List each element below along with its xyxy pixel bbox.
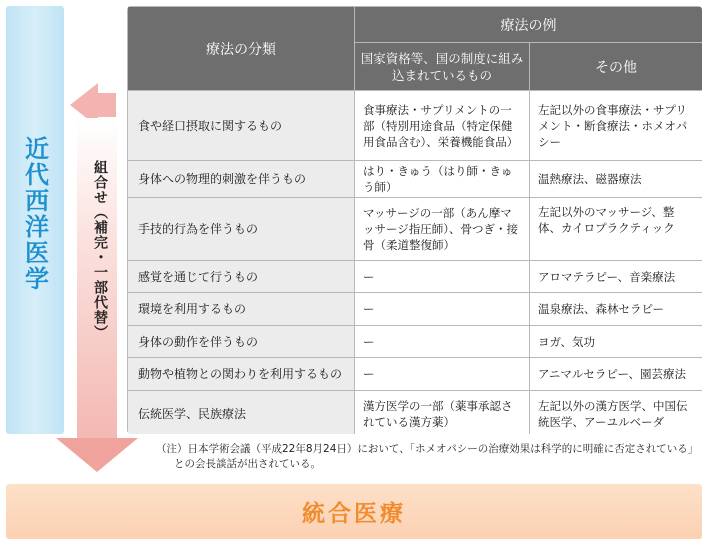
- table-row: [128, 358, 703, 391]
- footnote-line-1: （注）日本学術会議（平成22年8月24日）において、「ホメオパシーの治療効果は科学的に明確に否定されている」: [156, 443, 699, 455]
- header-other: その他: [530, 43, 703, 91]
- modern-western-medicine-label: 近代西洋医学: [20, 136, 49, 292]
- row-other: 温熱療法、磁器療法: [530, 161, 703, 198]
- table-row: [128, 391, 703, 435]
- row-other: 左記以外の漢方医学、中国伝統医学、アーユルベーダ: [530, 391, 703, 435]
- table-row: [128, 161, 703, 198]
- row-national: ー: [355, 261, 530, 293]
- table-row: [128, 198, 703, 261]
- table-row: [128, 261, 703, 293]
- therapy-table: [127, 6, 702, 434]
- table-row: [128, 293, 703, 326]
- row-category: 伝統医学、民族療法: [128, 391, 355, 435]
- footnote: [156, 442, 701, 472]
- row-other: 左記以外の食事療法・サプリメント・断食療法・ホメオパシー: [530, 91, 703, 161]
- row-national: 食事療法・サプリメントの一部（特別用途食品（特定保健用食品含む）、栄養機能食品）: [355, 91, 530, 161]
- down-arrow-icon: [56, 438, 138, 472]
- row-other: 左記以外のマッサージ、整体、カイロプラクティック: [530, 198, 703, 261]
- table-row: [128, 91, 703, 161]
- modern-western-medicine-panel: [6, 6, 64, 434]
- row-national: ー: [355, 293, 530, 326]
- row-national: マッサージの一部（あん摩マッサージ指圧師）、骨つぎ・接骨（柔道整復師）: [355, 198, 530, 261]
- row-national: ー: [355, 358, 530, 391]
- row-other: アロマテラピー、音楽療法: [530, 261, 703, 293]
- header-classification: 療法の分類: [128, 7, 355, 91]
- table-row: [128, 326, 703, 358]
- integrative-medicine-bar: [6, 484, 702, 539]
- row-national: 漢方医学の一部（薬事承認されている漢方薬）: [355, 391, 530, 435]
- row-category: 身体の動作を伴うもの: [128, 326, 355, 358]
- footnote-line-2: との会長談話が出されている。: [174, 458, 321, 470]
- left-arrow-shaft: [96, 93, 116, 117]
- integrative-medicine-label: 統合医療: [302, 501, 406, 527]
- combination-label: 組合せ（補完・一部代替）: [92, 160, 108, 340]
- row-category: 感覚を通じて行うもの: [128, 261, 355, 293]
- row-other: 温泉療法、森林セラピー: [530, 293, 703, 326]
- header-examples: 療法の例: [355, 7, 703, 43]
- therapy-table-grid: [127, 6, 702, 434]
- row-category: 食や経口摂取に関するもの: [128, 91, 355, 161]
- row-other: アニマルセラピー、園芸療法: [530, 358, 703, 391]
- row-national: ー: [355, 326, 530, 358]
- row-category: 環境を利用するもの: [128, 293, 355, 326]
- row-category: 動物や植物との関わりを利用するもの: [128, 358, 355, 391]
- row-category: 手技的行為を伴うもの: [128, 198, 355, 261]
- header-national: 国家資格等、国の制度に組み込まれているもの: [355, 43, 530, 91]
- row-other: ヨガ、気功: [530, 326, 703, 358]
- row-category: 身体への物理的刺激を伴うもの: [128, 161, 355, 198]
- row-national: はり・きゅう（はり師・きゅう師）: [355, 161, 530, 198]
